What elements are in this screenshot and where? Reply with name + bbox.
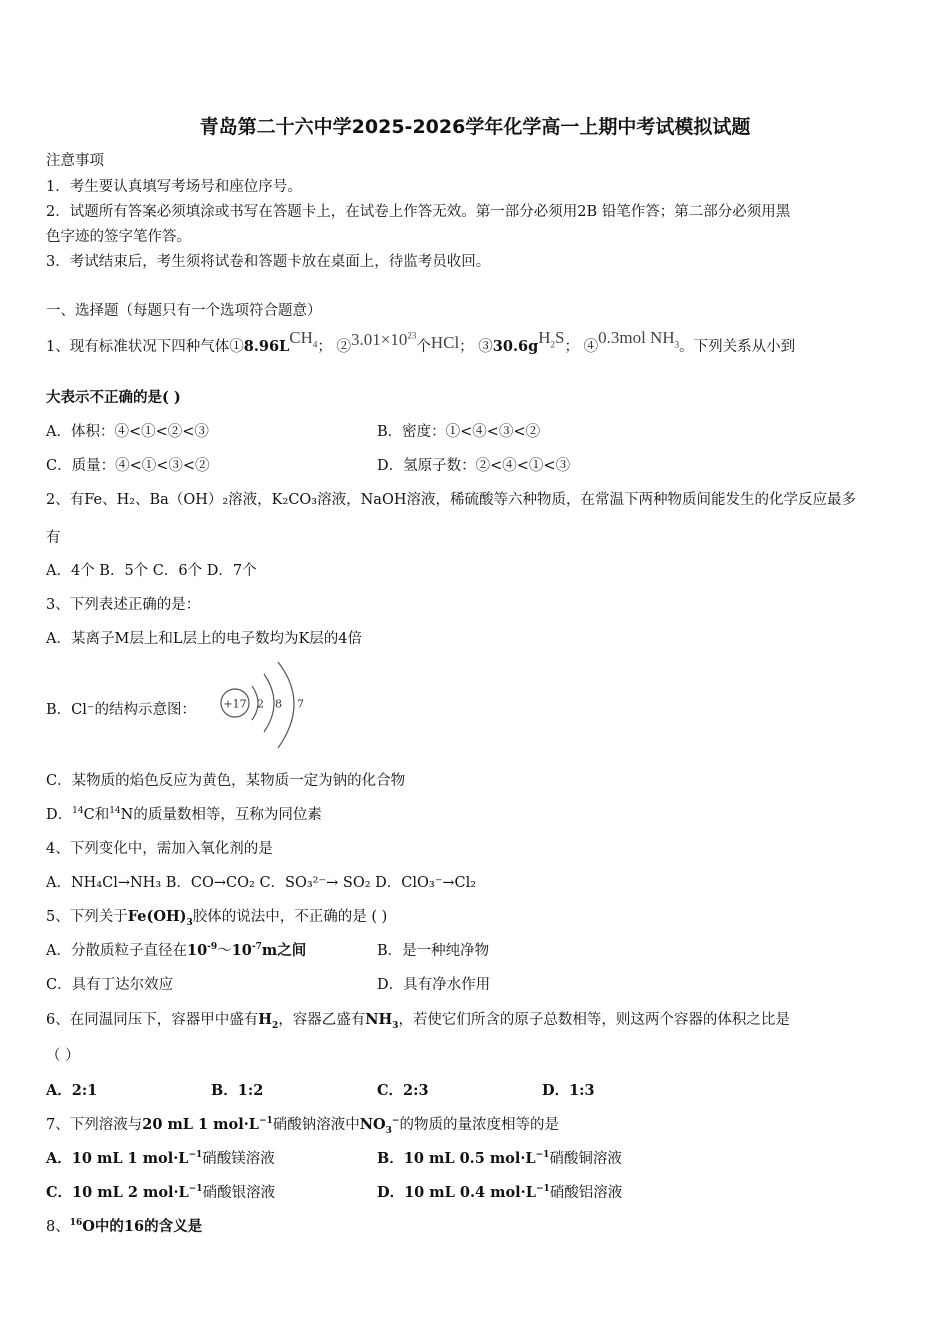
electron-shell-2 [264,674,274,732]
q5-stem: 5、下列关于$Fe(OH)_3$胶体的说法中，不正确的是 ( ) [46,908,388,928]
q3-option-b: B．Cl⁻的结构示意图： [46,702,197,718]
q2-stem-cont: 有 [46,530,61,546]
q6-stem: 6、在同温同压下，容器甲中盛有$H_2$，容器乙盛有$NH_3$，若使它们所含的原子总数相等，则这两个容器的体积之比是 [46,1011,790,1031]
q7-option-c: C．10 mL 2 $mol\cdot L^{-1}$硝酸银溶液 [46,1184,276,1201]
q6-option-a: A．2:1 [46,1082,98,1099]
q6-stem-cont: （ ） [46,1048,80,1064]
q2-stem: 2、有Fe、H₂、Ba（OH）₂溶液，K₂CO₃溶液，NaOH溶液，稀硫酸等六种物质，在常温下两种物质间能发生的化学反应最多 [46,492,856,508]
cl-ion-structure-diagram [218,660,318,752]
q6-option-d: D．1:3 [542,1082,595,1099]
nucleus-charge: +17 [223,697,247,711]
q1-stem: 1、现有标准状况下四种气体$①8.96LCH_4$； $②3.01\times 10^{23}$个HCl； $③30.6gH_2S$； ④0.3mol $NH_3$。下列关系从小到 [46,328,796,355]
q2-options: A．4个 B．5个 C．6个 D．7个 [46,563,257,579]
shell-1-electrons: 2 [257,697,264,711]
notice-item-1: 1．考生要认真填写考场号和座位序号。 [46,179,302,195]
notice-heading: 注意事项 [46,153,104,169]
section-heading: 一、选择题（每题只有一个选项符合题意） [46,303,322,319]
q3-option-d: D．$^{14}$C和$^{14}$N的质量数相等，互称为同位素 [46,806,322,823]
shell-2-electrons: 8 [275,697,282,711]
q5-option-c: C．具有丁达尔效应 [46,977,174,993]
q3-stem: 3、下列表述正确的是： [46,597,201,613]
q4-options: A．NH₄Cl→NH₃ B．CO→CO₂ C．SO₃²⁻→ SO₂ D．ClO₃⁻→Cl₂ [46,875,477,891]
q4-stem: 4、下列变化中，需加入氧化剂的是 [46,841,273,857]
notice-item-2-cont: 色字迹的签字笔作答。 [46,229,191,245]
q1-option-a: A．体积：④<①<②<③ [46,424,209,440]
q7-stem: 7、下列溶液与20 mL 1 $mol\cdot L^{-1}$硝酸钠溶液中$NO_3^-$的物质的量浓度相等的是 [46,1116,559,1136]
q5-option-b: B．是一种纯净物 [377,943,490,959]
q3-option-c: C．某物质的焰色反应为黄色，某物质一定为钠的化合物 [46,773,406,789]
notice-item-2: 2．试题所有答案必须填涂或书写在答题卡上，在试卷上作答无效。第一部分必须用2B 铅笔作答；第二部分必须用黑 [46,204,791,220]
q6-option-c: C．2:3 [377,1082,429,1099]
q5-option-a: A．分散质粒子直径在$10^{-9}\sim 10^{-7}m$之间 [46,942,307,959]
q1-option-b: B．密度：①<④<③<② [377,424,541,440]
q7-option-d: D．10 mL 0.4 $mol\cdot L^{-1}$硝酸铝溶液 [377,1184,623,1201]
q1-option-d: D．氢原子数：②<④<①<③ [377,458,571,474]
q5-option-d: D．具有净水作用 [377,977,491,993]
q1-option-c: C．质量：④<①<③<② [46,458,210,474]
q7-option-b: B．10 mL 0.5 $mol\cdot L^{-1}$硝酸铜溶液 [377,1150,622,1167]
page-title: 青岛第二十六中学2025-2026学年化学高一上期中考试模拟试题 [199,116,751,138]
q3-option-a: A．某离子M层上和L层上的电子数均为K层的4倍 [46,631,363,647]
q1-stem-cont: 大表示不正确的是( ) [46,389,181,406]
q8-stem: 8、$^{16}$O中的16的含义是 [46,1218,203,1235]
notice-item-3: 3．考试结束后，考生须将试卷和答题卡放在桌面上，待监考员收回。 [46,254,491,270]
shell-3-electrons: 7 [297,697,304,711]
q7-option-a: A．10 mL 1 $mol\cdot L^{-1}$硝酸镁溶液 [46,1150,275,1167]
q6-option-b: B．1:2 [211,1082,264,1099]
